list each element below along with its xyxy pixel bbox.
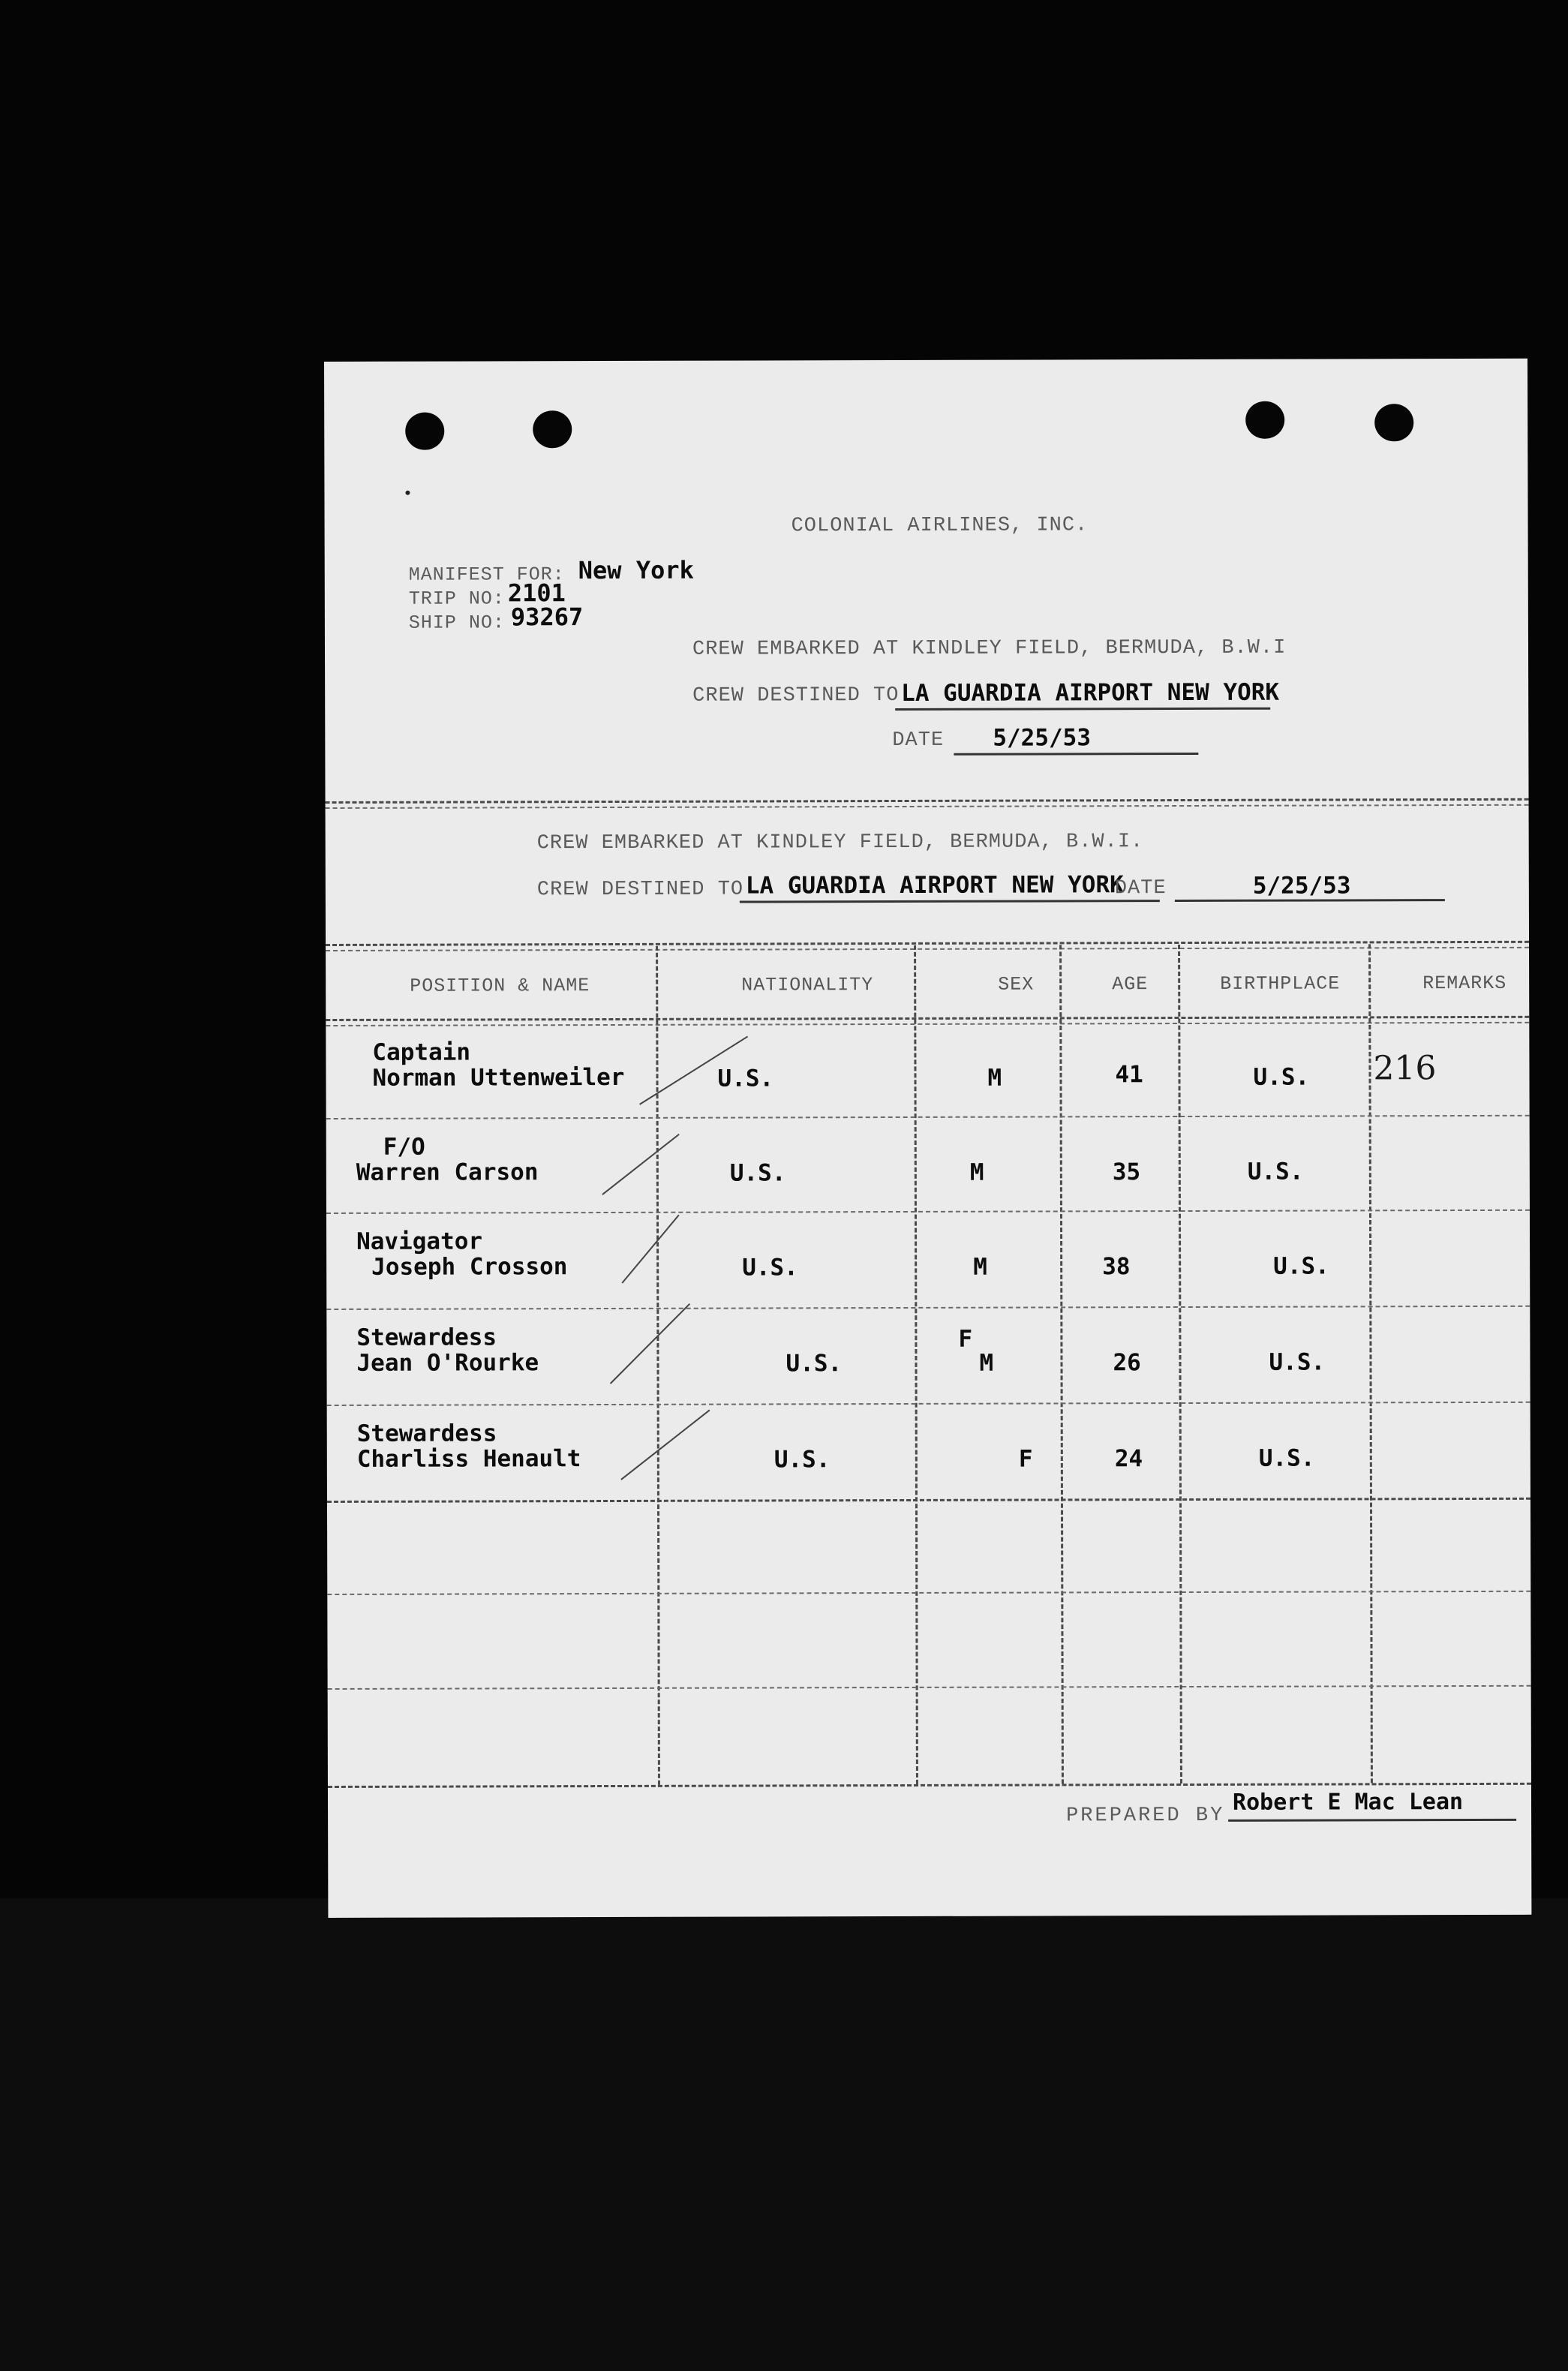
- crew-position: Stewardess: [356, 1324, 497, 1351]
- crew-sex: M: [969, 1158, 984, 1186]
- row-rule: [328, 1685, 1531, 1690]
- crew-age: 35: [1112, 1158, 1141, 1186]
- destined-underline-2: [740, 900, 1160, 903]
- crew-sex: M: [973, 1253, 987, 1281]
- crew-position: F/O: [383, 1133, 425, 1161]
- check-mark: [610, 1303, 690, 1384]
- punch-hole: [1245, 401, 1284, 439]
- manifest-label: MANIFEST FOR:: [408, 563, 565, 586]
- crew-manifest-page: [324, 359, 1531, 1918]
- tear-line: [326, 798, 1529, 804]
- crew-nationality: U.S.: [786, 1350, 843, 1378]
- crew-name: Charliss Henault: [356, 1445, 581, 1473]
- punch-hole: [1374, 404, 1413, 441]
- crew-sex: M: [987, 1064, 1002, 1092]
- check-mark: [620, 1410, 710, 1480]
- prepared-by-value: Robert E Mac Lean: [1232, 1789, 1464, 1816]
- crew-nationality: U.S.: [717, 1065, 774, 1092]
- ship-value: 93267: [510, 603, 584, 632]
- manifest-value: New York: [578, 555, 694, 585]
- crew-name: Joseph Crosson: [371, 1253, 568, 1281]
- embarked-line-2: CREW EMBARKED AT KINDLEY FIELD, BERMUDA, B.W.I.: [536, 831, 1144, 855]
- column-divider: [914, 945, 918, 1784]
- crew-name: Jean O'Rourke: [356, 1349, 539, 1377]
- tear-line: [326, 804, 1529, 809]
- destined-label-2: CREW DESTINED TO: [536, 878, 744, 902]
- date-underline-2: [1175, 899, 1445, 902]
- crew-birthplace: U.S.: [1253, 1063, 1310, 1091]
- date-underline-1: [954, 753, 1198, 756]
- crew-name: Warren Carson: [356, 1158, 539, 1186]
- crew-age: 26: [1113, 1349, 1141, 1377]
- handwritten-remark: 216: [1373, 1049, 1437, 1088]
- ship-label: SHIP NO:: [408, 612, 505, 634]
- crew-nationality: U.S.: [773, 1446, 831, 1474]
- column-header-nationality: NATIONALITY: [741, 974, 874, 996]
- column-divider: [1059, 945, 1064, 1784]
- column-divider: [656, 946, 660, 1785]
- table-bottom-rule: [328, 1783, 1531, 1788]
- crew-position: Stewardess: [356, 1420, 497, 1447]
- prepared-by-label: PREPARED BY: [1066, 1804, 1225, 1828]
- column-header-birthplace: BIRTHPLACE: [1220, 972, 1341, 995]
- crew-name: Norman Uttenweiler: [372, 1063, 625, 1092]
- scan-background: [0, 1898, 1568, 2371]
- embarked-line-1: CREW EMBARKED AT KINDLEY FIELD, BERMUDA, B.W.I: [692, 636, 1287, 661]
- column-header-position: POSITION & NAME: [410, 975, 590, 997]
- crew-birthplace: U.S.: [1269, 1348, 1326, 1376]
- crew-birthplace: U.S.: [1273, 1252, 1329, 1280]
- crew-nationality: U.S.: [742, 1254, 798, 1282]
- row-rule: [327, 1591, 1530, 1595]
- crew-nationality: U.S.: [729, 1159, 786, 1187]
- column-divider: [1368, 944, 1373, 1783]
- prepared-by-underline: [1228, 1819, 1516, 1822]
- table-top-rule: [326, 941, 1529, 946]
- crew-sex: F: [1018, 1445, 1033, 1473]
- header-bottom-rule: [326, 1016, 1529, 1021]
- row-rule: [327, 1498, 1530, 1503]
- table-top-rule: [326, 947, 1529, 951]
- company-name: COLONIAL AIRLINES, INC.: [791, 514, 1089, 538]
- destined-value-1: LA GUARDIA AIRPORT NEW YORK: [901, 678, 1280, 707]
- row-rule: [326, 1115, 1530, 1119]
- column-header-remarks: REMARKS: [1422, 972, 1507, 995]
- crew-position: Captain: [372, 1038, 471, 1066]
- trip-label: TRIP NO:: [408, 587, 505, 610]
- column-divider: [1178, 945, 1182, 1784]
- crew-sex-overstrike: M: [979, 1349, 994, 1377]
- row-rule: [326, 1210, 1530, 1214]
- row-rule: [326, 1306, 1530, 1310]
- crew-age: 41: [1115, 1061, 1143, 1089]
- row-rule: [327, 1402, 1530, 1406]
- crew-position: Navigator: [356, 1228, 483, 1255]
- crew-age: 24: [1114, 1445, 1143, 1473]
- crew-birthplace: U.S.: [1258, 1444, 1315, 1472]
- check-mark: [621, 1215, 679, 1284]
- header-bottom-rule: [326, 1022, 1529, 1026]
- punch-hole: [533, 410, 572, 448]
- crew-sex: F: [958, 1325, 973, 1353]
- crew-birthplace: U.S.: [1247, 1158, 1304, 1186]
- punch-hole: [405, 413, 444, 450]
- column-header-age: AGE: [1112, 973, 1149, 996]
- check-mark: [602, 1134, 679, 1195]
- date-value-1: 5/25/53: [993, 724, 1092, 752]
- speck: [405, 491, 410, 495]
- trip-value: 2101: [507, 578, 566, 608]
- destined-label-1: CREW DESTINED TO: [692, 684, 900, 708]
- column-header-sex: SEX: [998, 973, 1035, 996]
- crew-age: 38: [1102, 1253, 1131, 1281]
- date-value-2: 5/25/53: [1252, 872, 1351, 900]
- date-label-2: DATE: [1114, 877, 1167, 900]
- destined-value-2: LA GUARDIA AIRPORT NEW YORK: [745, 871, 1124, 900]
- destined-underline-1: [895, 708, 1270, 711]
- date-label-1: DATE: [892, 729, 945, 753]
